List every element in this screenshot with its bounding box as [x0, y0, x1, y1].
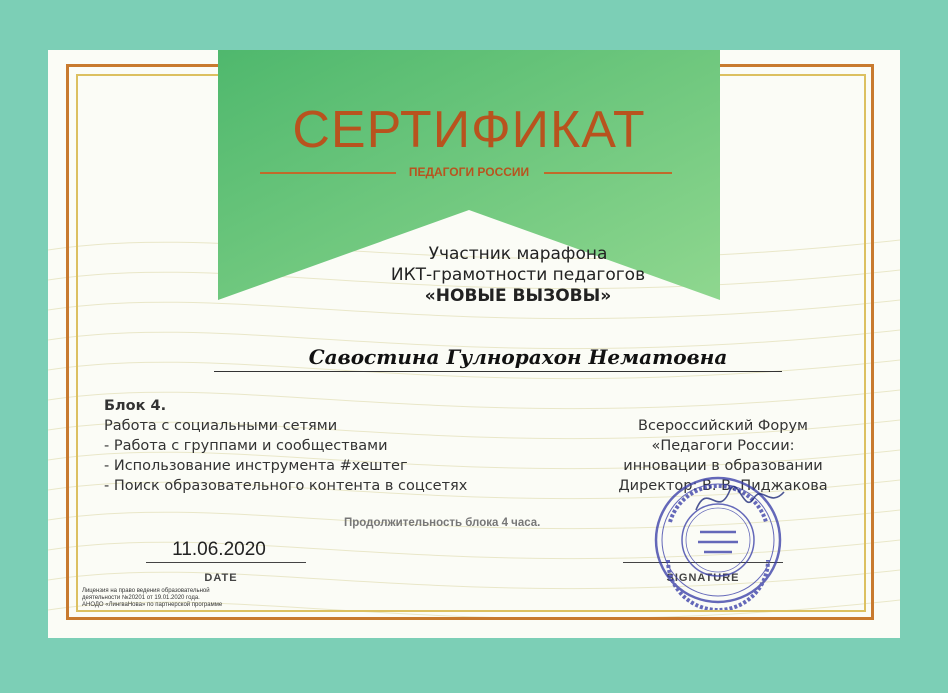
license-line: Лицензия на право ведения образовательной	[82, 588, 210, 594]
date-value: 11.06.2020	[172, 539, 266, 560]
participant-line-2: ИКТ-грамотности педагогов	[390, 265, 646, 285]
license-line: АНОДО «ЛингваНова» по партнерской программе	[82, 602, 223, 608]
forum-line: Директор: В. В. Пиджакова	[618, 478, 828, 494]
participant-line-3: «НОВЫЕ ВЫЗОВЫ»	[424, 286, 612, 306]
participant-text	[218, 244, 818, 307]
forum-line: Всероссийский Форум	[638, 418, 808, 434]
certificate-sheet	[48, 50, 900, 638]
participant-line-1: Участник марафона	[428, 244, 608, 264]
handwritten-signature	[688, 470, 798, 530]
date-line	[146, 562, 306, 563]
license-note	[82, 588, 312, 609]
block-line: - Использование инструмента #хештег	[104, 458, 408, 474]
forum-line: инновации в образовании	[623, 458, 823, 474]
subtitle-right-rule	[544, 172, 672, 174]
certificate-subtitle: ПЕДАГОГИ РОССИИ	[408, 165, 530, 179]
block-line: Работа с социальными сетями	[104, 418, 338, 434]
block-line: - Работа с группами и сообществами	[104, 438, 388, 454]
block-heading: Блок 4.	[104, 398, 167, 414]
recipient-name-underline	[214, 371, 782, 372]
block-line: - Поиск образовательного контента в соцсетях	[104, 478, 468, 494]
forum-line: «Педагоги России:	[651, 438, 795, 454]
certificate-title: СЕРТИФИКАТ	[292, 101, 646, 159]
date-caption: DATE	[204, 572, 238, 584]
license-line: деятельности №20201 от 19.01.2020 года.	[82, 595, 200, 601]
recipient-name: Савостина Гулнорахон Нематовна	[308, 345, 728, 369]
signature-caption: SIGNATURE	[666, 572, 740, 584]
block-duration: Продолжительность блока 4 часа.	[344, 517, 541, 529]
block-description	[104, 396, 564, 496]
